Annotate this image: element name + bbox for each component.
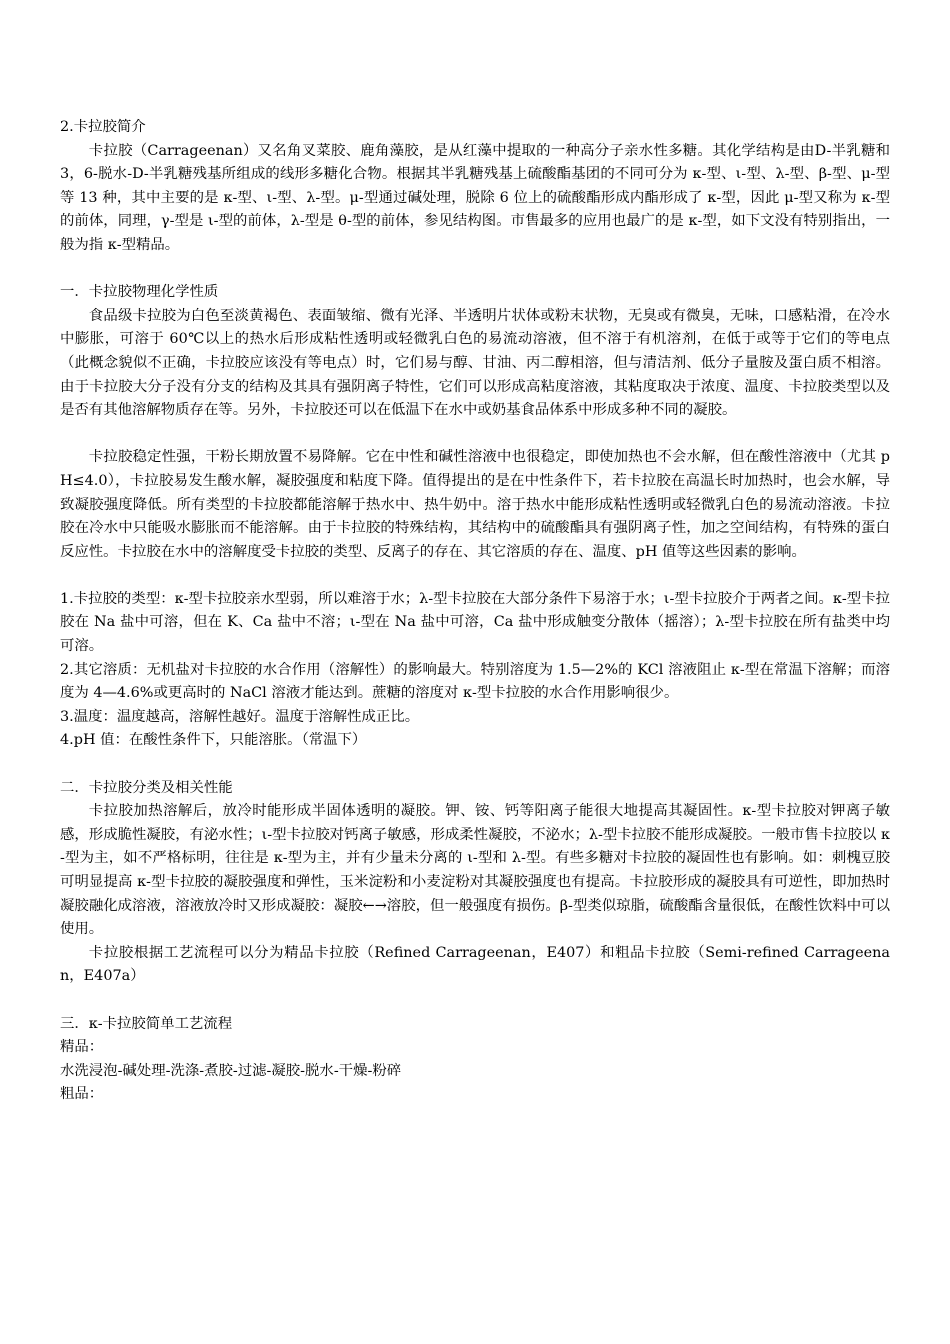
- list-item-temperature: 3.温度：温度越高，溶解性越好。温度于溶解性成正比。: [60, 708, 420, 725]
- section-one-paragraph-1: 食品级卡拉胶为白色至淡黄褐色、表面皱缩、微有光泽、半透明片状体或粉末状物，无臭或有微臭，无味，口感粘滑，在冷水中膨胀，可溶于 60℃以上的热水后形成粘性透明或轻微乳白色的易流动溶液，但不溶于有机溶剂，在低于或等于它们的等电点（此概念貌似不正确，卡拉胶应该没有等电点）时，它们易与醇、甘油、丙二醇相溶，但与清洁剂、低分子量胺及蛋白质不相溶。由于卡拉胶大分子没有分支的结构及其具有强阴离子特性，它们可以形成高粘度溶液，其粘度取决于浓度、温度、卡拉胶类型以及是否有其他溶解物质存在等。另外，卡拉胶还可以在低温下在水中或奶基食品体系中形成多种不同的凝胶。: [60, 307, 890, 419]
- section-one-paragraph-2: 卡拉胶稳定性强，干粉长期放置不易降解。它在中性和碱性溶液中也很稳定，即使加热也不会水解，但在酸性溶液中（尤其 pH≤4.0），卡拉胶易发生酸水解，凝胶强度和粘度下降。值得提出的是在中性条件下，若卡拉胶在高温长时加热时，也会水解，导致凝胶强度降低。所有类型的卡拉胶都能溶解于热水中、热牛奶中。溶于热水中能形成粘性透明或轻微乳白色的易流动溶液。卡拉胶在冷水中只能吸水膨胀而不能溶解。由于卡拉胶的特殊结构，其结构中的硫酸酯具有强阴离子性，加之空间结构，有特殊的蛋白反应性。卡拉胶在水中的溶解度受卡拉胶的类型、反离子的存在、其它溶质的存在、温度、pH 值等这些因素的影响。: [60, 449, 890, 560]
- semi-refined-label: 粗品：: [60, 1086, 104, 1103]
- section-intro-paragraph: 卡拉胶（Carrageenan）又名角叉菜胶、鹿角藻胶，是从红藻中提取的一种高分子亲水性多糖。其化学结构是由D-半乳糖和 3，6-脱水-D-半乳糖残基所组成的线形多糖化合物。根据其半乳糖残基上硫酸酯基团的不同可分为 κ-型、ι-型、λ-型、β-型、μ-型等 13 种，其中主要的是 κ-型、ι-型、λ-型。μ-型通过碱处理，脱除 6 位上的硫酸酯形成内酯形成了 κ-型，因此 μ-型又称为 κ-型的前体，同理，γ-型是 ι-型的前体，λ-型是 θ-型的前体，参见结构图。市售最多的应用也最广的是 κ-型，如下文没有特别指出，一般为指 κ-型精品。: [60, 142, 890, 253]
- section-three-heading: 三．κ-卡拉胶简单工艺流程: [60, 1015, 233, 1032]
- refined-process-steps: 水洗浸泡-碱处理-洗涤-煮胶-过滤-凝胶-脱水-干燥-粉碎: [60, 1062, 402, 1079]
- list-item-solubility-type: 1.卡拉胶的类型：κ-型卡拉胶亲水型弱，所以难溶于水；λ-型卡拉胶在大部分条件下易溶于水；ι-型卡拉胶介于两者之间。κ-型卡拉胶在 Na 盐中可溶，但在 K、Ca 盐中不溶；ι-型在 Na 盐中可溶，Ca 盐中形成触变分散体（摇溶）；λ-型卡拉胶在所有盐类中均可溶。: [60, 590, 890, 655]
- section-one-heading: 一．卡拉胶物理化学性质: [60, 284, 219, 301]
- list-item-other-solutes: 2.其它溶质：无机盐对卡拉胶的水合作用（溶解性）的影响最大。特别溶度为 1.5—2%的 KCl 溶液阻止 κ-型在常温下溶解；而溶度为 4—4.6%或更高时的 NaCl 溶液才能达到。蔗糖的溶度对 κ-型卡拉胶的水合作用影响很少。: [60, 661, 890, 702]
- section-two-heading: 二．卡拉胶分类及相关性能: [60, 779, 233, 796]
- section-intro-heading: 2.卡拉胶简介: [60, 119, 146, 135]
- refined-label: 精品：: [60, 1039, 104, 1056]
- document-page: [60, 116, 890, 1107]
- section-two-paragraph-2: 卡拉胶根据工艺流程可以分为精品卡拉胶（Refined Carrageenan，E407）和粗品卡拉胶（Semi-refined Carrageenan，E407a）: [60, 944, 890, 985]
- list-item-ph: 4.pH 值：在酸性条件下，只能溶胀。（常温下）: [60, 732, 367, 749]
- section-two-paragraph-1: 卡拉胶加热溶解后，放冷时能形成半固体透明的凝胶。钾、铵、钙等阳离子能很大地提高其凝固性。κ-型卡拉胶对钾离子敏感，形成脆性凝胶，有泌水性；ι-型卡拉胶对钙离子敏感，形成柔性凝胶，不泌水；λ-型卡拉胶不能形成凝胶。一般市售卡拉胶以 κ-型为主，如不严格标明，往往是 κ-型为主，并有少量未分离的 ι-型和 λ-型。有些多糖对卡拉胶的凝固性也有影响。如：刺槐豆胶可明显提高 κ-型卡拉胶的凝胶强度和弹性，玉米淀粉和小麦淀粉对其凝胶强度也有提高。卡拉胶形成的凝胶具有可逆性，即加热时凝胶融化成溶液，溶液放冷时又形成凝胶：凝胶←→溶胶，但一般强度有损伤。β-型类似琼脂，硫酸酯含量很低，在酸性饮料中可以使用。: [60, 803, 890, 938]
